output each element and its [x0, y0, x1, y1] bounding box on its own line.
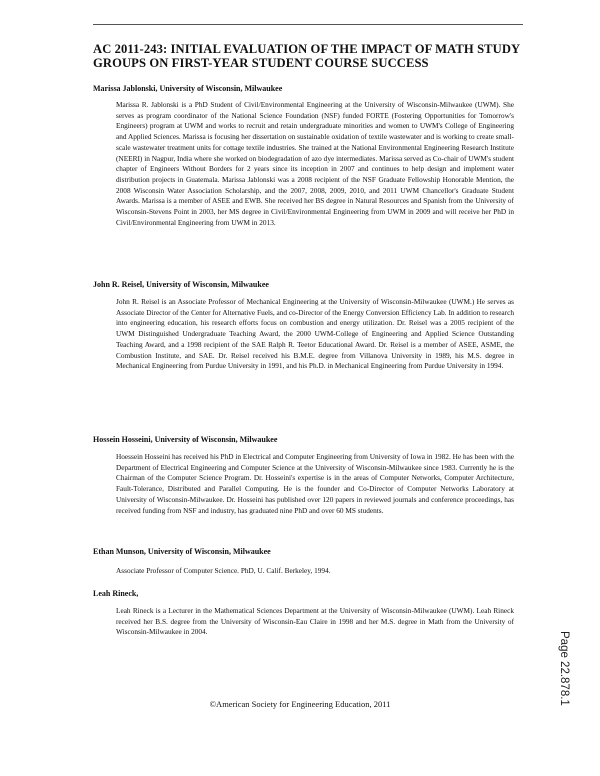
copyright-footer: ©American Society for Engineering Education, 2011: [209, 699, 391, 709]
author-bio-munson: Associate Professor of Computer Science. PhD, U. Calif. Berkeley, 1994.: [116, 566, 331, 575]
author-heading-hosseini: Hossein Hosseini, University of Wisconsin, Milwaukee: [93, 435, 278, 444]
author-heading-reisel: John R. Reisel, University of Wisconsin, Milwaukee: [93, 280, 269, 289]
author-heading-jablonski: Marissa Jablonski, University of Wisconsin, Milwaukee: [93, 84, 283, 93]
paper-title: AC 2011-243: INITIAL EVALUATION OF THE IMPACT OF MATH STUDY GROUPS ON FIRST-YEAR STUDENT COURSE SUCCESS: [93, 42, 520, 70]
author-bio-jablonski: Marissa R. Jablonski is a PhD Student of Civil/Environmental Engineering at the University of Wisconsin-Milwaukee (UWM). She serves as program coordinator of the National Science Foundation (NSF) funded FORTE (Fostering Opportunities for Tomorrow's Engineers) program at UWM and works to recruit and retain undergraduate minorities and women to UWM's College of Engineering and Applied Sciences. Marissa is focusing her dissertation on sustainable oxidation of textile wastewater and is working to create small-scale wastewater treatment units for cottage textile industries. She trained at the National Environmental Engineering Research Institute (NEERI) in Nagpur, India where she worked on biodegradation of azo dye intermediates. Marissa served as Co-chair of UWM's student chapter of Engineers Without Borders for 2 years since its inception in 2007 and continues to help design and implement water distribution projects in Guatemala. Marissa Jablonski was a 2008 recipient of the NSF Graduate Fellowship Honorable Mention, the 2008 Wisconsin Water Association Scholarship, and the 2007, 2008, 2009, 2010, and 2011 UWM Chancellor's Graduate Student Awards. Marissa is a member of ASEE and EWB. She received her BS degree in Natural Resources and Spanish from the University of Wisconsin-Stevens Point in 2003, her MS degree in Civil/Environmental Engineering from UWM in 2009 and will receive her PhD in Civil/Environmental Engineering from UWM in 2013.: [116, 100, 514, 227]
author-bio-reisel: John R. Reisel is an Associate Professor of Mechanical Engineering at the University of Wisconsin-Milwaukee (UWM.) He serves as Associate Director of the Center for Alternative Fuels, and co-Director of the Energy Conversion Efficiency Lab. In addition to research into engineering education, his research efforts focus on combustion and energy utilization. Dr. Reisel was a 2005 recipient of the UWM Distinguished Undergraduate Teaching Award, the 2000 UWM-College of Engineering and Applied Science Outstanding Teaching Award, and a 1998 recipient of the SAE Ralph R. Teetor Educational Award. Dr. Reisel is a member of ASEE, ASME, the Combustion Institute, and SAE. Dr. Reisel received his B.M.E. degree from Villanova University in 1989, his M.S. degree in Mechanical Engineering from Purdue University in 1991, and his Ph.D. in Mechanical Engineering from Purdue University in 1994.: [116, 297, 514, 371]
author-bio-rineck: Leah Rineck is a Lecturer in the Mathematical Sciences Department at the University of Wisconsin-Milwaukee (UWM). Leah Rineck received her B.S. degree from the University of Wisconsin-Eau Claire in 1998 and her M.S. degree in Math from the University of Wisconsin-Milwaukee in 2004.: [116, 606, 514, 637]
author-heading-munson: Ethan Munson, University of Wisconsin, Milwaukee: [93, 547, 271, 556]
top-rule: [93, 24, 523, 25]
author-bio-hosseini: Hoessein Hosseini has received his PhD in Electrical and Computer Engineering from University of Iowa in 1982. He has been with the Department of Electrical Engineering and Computer Science at the University of Wisconsin-Milwaukee since 1983. Currently he is the Chairman of the Computer Science Program. Dr. Hosseini's expertise is in the areas of Computer Networks, Computer Architecture, Fault-Tolerance, Distributed and Parallel Computing. He is the founder and Co-Director of Computer Networks Laboratory at University of Wisconsin-Milwaukee. Dr. Hosseini has published over 120 papers in reviewed journals and conference proceedings, has received funding from NSF and industry, has graduated nine PhD and over 60 MS students.: [116, 452, 514, 515]
page-number: Page 22.878.1: [558, 631, 570, 706]
author-heading-rineck: Leah Rineck,: [93, 589, 139, 598]
